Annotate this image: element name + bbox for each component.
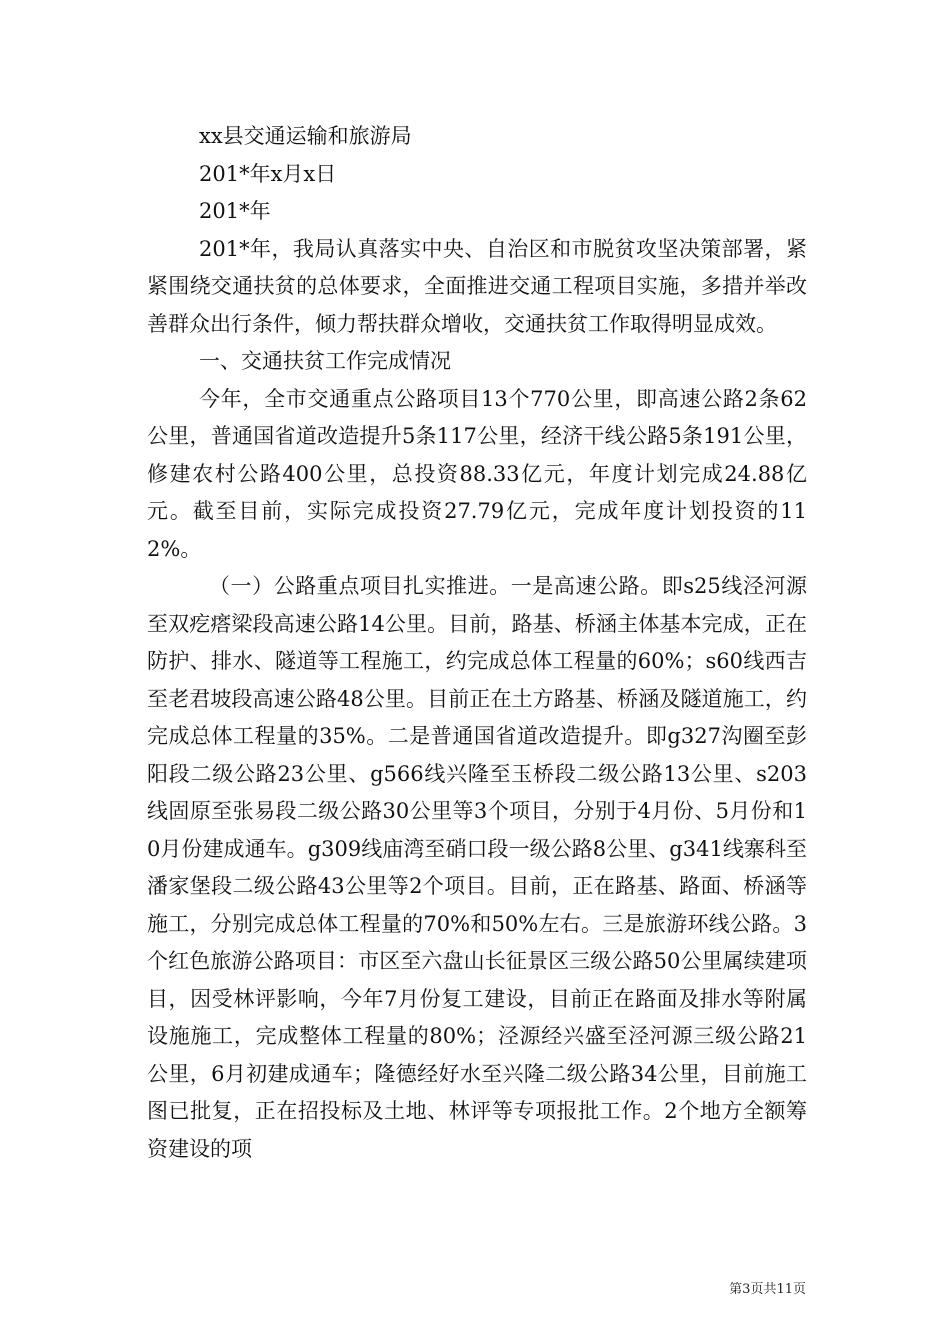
- section-heading: 一、交通扶贫工作完成情况: [199, 349, 451, 373]
- page-number-footer: 第3页共11页: [729, 1282, 806, 1297]
- intro-paragraph: 201*年，我局认真落实中央、自治区和市脱贫攻坚决策部署，紧紧围绕交通扶贫的总体要求，全面推进交通工程项目实施，多措并举改善群众出行条件，倾力帮扶群众增收，交通扶贫工作取得明显成效。: [147, 236, 807, 336]
- year-heading: 201*年: [199, 199, 271, 223]
- issuing-organization: xx县交通运输和旅游局: [199, 124, 412, 148]
- subsection-paragraph: （一）公路重点项目扎实推进。一是高速公路。即s25线泾河源至双疙瘩梁段高速公路14公里。目前，路基、桥涵主体基本完成，正在防护、排水、隧道等工程施工，约完成总体工程量的60%；s60线西吉至老君坡段高速公路48公里。目前正在土方路基、桥涵及隧道施工，约完成总体工程量的35%。二是普通国省道改造提升。即g327沟圈至彭阳段二级公路23公里、g566线兴隆至玉桥段二级公路13公里、s203线固原至张易段二级公路30公里等3个项目，分别于4月份、5月份和10月份建成通车。g309线庙湾至硝口段一级公路8公里、g341线寨科至潘家堡段二级公路43公里等2个项目。目前，正在路基、路面、桥涵等施工，分别完成总体工程量的70%和50%左右。三是旅游环线公路。3个红色旅游公路项目：市区至六盘山长征景区三级公路50公里属续建项目，因受林评影响，今年7月份复工建设，目前正在路面及排水等附属设施施工，完成整体工程量的80%；泾源经兴盛至泾河源三级公路21公里，6月初建成通车；隆德经好水至兴隆二级公路34公里，目前施工图已批复，正在招投标及土地、林评等专项报批工作。2个地方全额筹资建设的项: [147, 574, 807, 1161]
- document-body: [147, 118, 807, 1168]
- issue-date: 201*年x月x日: [199, 161, 337, 186]
- summary-paragraph: 今年，全市交通重点公路项目13个770公里，即高速公路2条62公里，普通国省道改造提升5条117公里，经济干线公路5条191公里，修建农村公路400公里，总投资88.33亿元，年度计划完成24.88亿元。截至目前，实际完成投资27.79亿元，完成年度计划投资的112%。: [147, 386, 807, 561]
